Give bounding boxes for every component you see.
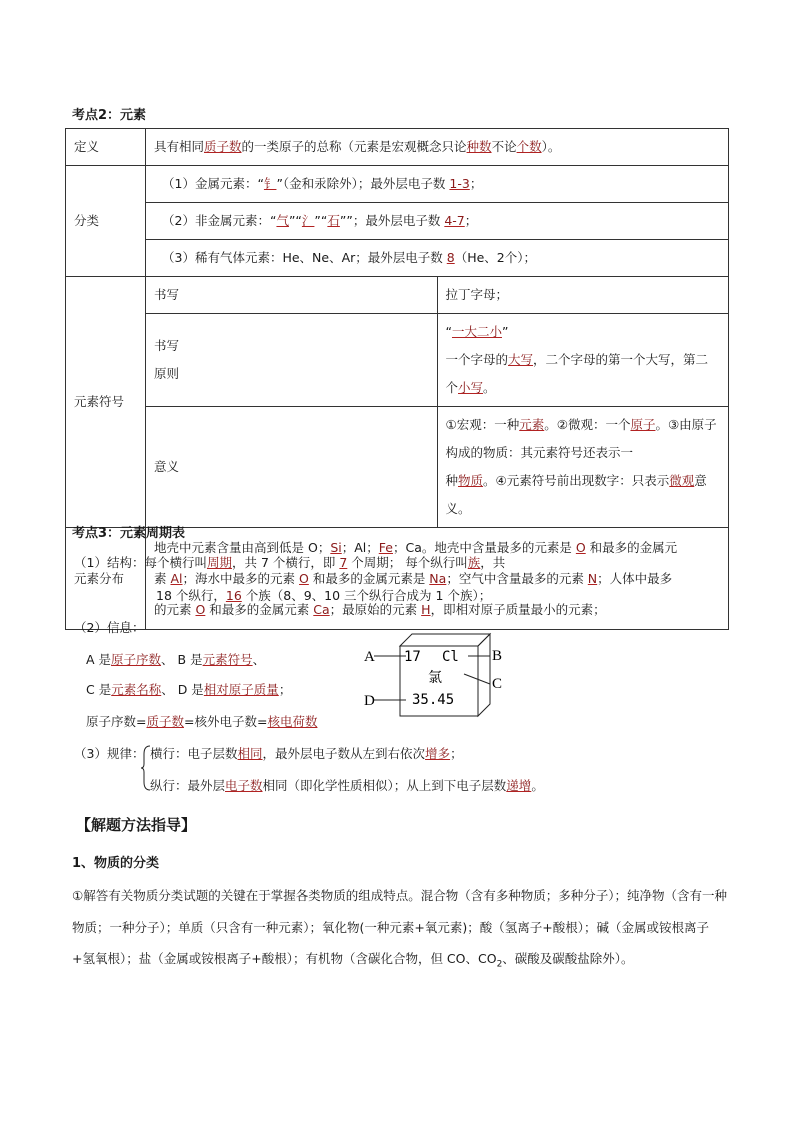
atomic-number: 17 [404,649,421,665]
structure-line-2: 18 个纵行，16 个族（8、9、10 三个纵行合成为 1 个族）； [156,588,492,603]
law-column: 纵行：最外层电子数相同（即化学性质相似）；从上到下电子层数递增。 [150,778,544,793]
label-element-symbol: 元素符号 [66,277,146,528]
element-name: 氯 [428,670,442,686]
meaning-text: ①宏观：一种元素。②微观：一个原子。③由原子构成的物质：其元素符号还表示一 种物质。④元素符号前出现数字：只表示微观意义。 [437,407,729,528]
info-a-b: A 是原子序数、 B 是元素符号、 [86,652,266,667]
letter-a: A [364,649,375,665]
writing-value: 拉丁字母； [437,277,729,314]
label-distribution: 元素分布 [66,528,146,630]
letter-b: B [492,648,503,664]
atomic-mass: 35.45 [412,692,455,708]
info-title: （2）信息： [74,620,145,635]
section-title-point3: 考点3：元素周期表 [72,526,186,541]
class-noble-gas: （3）稀有气体元素：He、Ne、Ar；最外层电子数 8（He、2个）； [146,240,729,277]
definition-text: 具有相同质子数的一类原子的总称（元素是宏观概念只论种数不论个数）。 [146,129,729,166]
periodic-cell-diagram [360,628,510,720]
letter-d: D [364,693,375,709]
law-label: （3）规律： [74,746,145,761]
label-writing-rule: 书写 原则 [146,314,438,407]
label-definition: 定义 [66,129,146,166]
section-title-point2: 考点2：元素 [72,108,147,123]
structure-line-1: （1）结构：每个横行叫周期，共 7 个横行，即 7 个周期； 每个纵行叫族，共 [74,555,506,570]
law-row: 横行：电子层数相同，最外层电子数从左到右依次增多； [150,746,463,761]
guide-paragraph: ①解答有关物质分类试题的关键在于掌握各类物质的组成特点。混合物（含有多种物质；多种分子）；纯净物（含有一种物质；一种分子）；单质（只含有一种元素）；氧化物(一种元素+氧元素)；酸（氢离子+酸根）；碱（金属或铵根离子+氢氧根）；盐（金属或铵根离子+酸根）；有机物（含碳化合物，但 CO、$CO_2$、碳酸及碳酸盐除外）。 [72,888,727,970]
class-metal: （1）金属元素：“钅”（金和汞除外）；最外层电子数 1-3； [146,166,729,203]
guide-subtitle: 1、物质的分类 [72,856,160,871]
class-nonmetal: （2）非金属元素：“气”“氵”“石””；最外层电子数 4-7； [146,203,729,240]
writing-rule-text: “一大二小” 一个字母的大写，二个字母的第一个大写，第二个小写。 [437,314,729,407]
info-c-d: C 是元素名称、 D 是相对原子质量； [86,682,292,697]
guide-title: 【解题方法指导】 [76,816,197,834]
element-symbol: Cl [442,649,459,665]
info-equation: 原子序数=质子数=核外电子数=核电荷数 [86,714,318,729]
label-classification: 分类 [66,166,146,277]
label-meaning: 意义 [146,407,438,528]
distribution-text: 地壳中元素含量由高到低是 O；Si；Al；Fe；Ca。地壳中含量最多的元素是 O 和最多的金属元 素 Al；海水中最多的元素 O 和最多的金属元素是 Na；空气中含量最多的元素 N；人体中最多 的元素 O 和最多的金属元素 Ca；最原始的元素 H，即相对原子质量最小的元素； [146,528,729,630]
letter-c: C [492,676,503,692]
label-writing: 书写 [146,277,438,314]
